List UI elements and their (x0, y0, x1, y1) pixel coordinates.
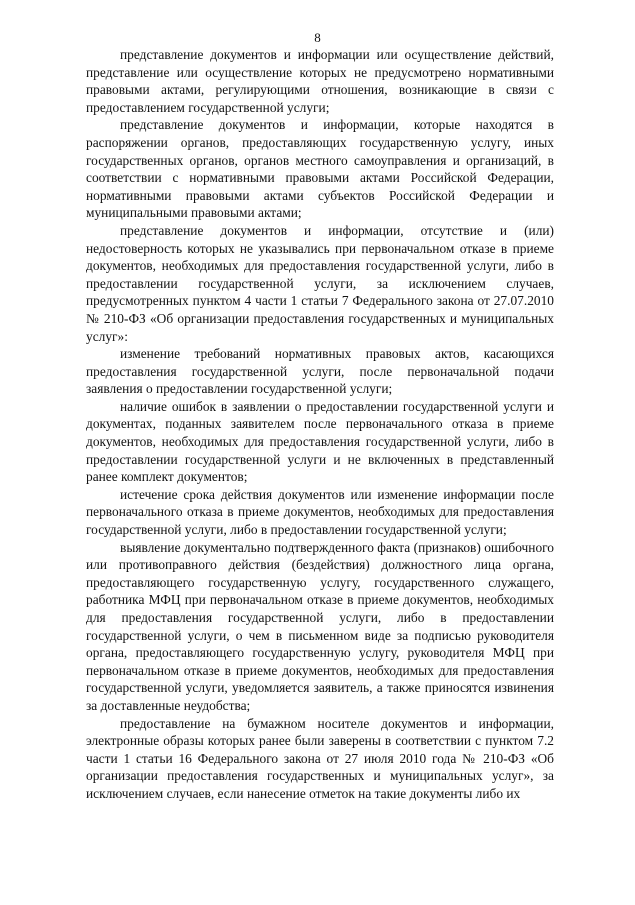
paragraph-6: истечение срока действия документов или изменение информации после первоначального отказа в приеме документов, необходимых для предоставления государственной услуги, либо в предоставлении государственной услуги; (86, 486, 554, 538)
paragraph-3: представление документов и информации, отсутствие и (или) недостоверность которых не указывались при первоначальном отказе в приеме документов, необходимых для предоставления государственной услуги, либо в предоставлении государственной услуги, за исключением случаев, предусмотренных пунктом 4 части 1 статьи 7 Федерального закона от 27.07.2010 № 210-ФЗ «Об организации предоставления государственных и муниципальных услуг»: (86, 222, 554, 344)
paragraph-4: изменение требований нормативных правовых актов, касающихся предоставления государственной услуги, после первоначальной подачи заявления о предоставлении государственной услуги; (86, 346, 554, 397)
paragraph-8: предоставление на бумажном носителе документов и информации, электронные образы которых ранее были заверены в соответствии с пунктом 7.2 части 1 статьи 16 Федерального закона от 27 июля 2010 года № 210-ФЗ «Об организации предоставления государственных и муниципальных услуг», за исключением случаев, если нанесение отметок на такие документы либо их (86, 715, 554, 801)
paragraph-2: представление документов и информации, которые находятся в распоряжении органов, предоставляющих государственную услугу, иных государственных органов, органов местного самоуправления и организаций, в соответствии с нормативными правовыми актами Российской Федерации, нормативными правовыми актами субъектов Российской Федерации и муниципальными правовыми актами; (86, 117, 554, 221)
page-number: 8 (314, 30, 321, 45)
document-body (86, 46, 554, 803)
paragraph-1: представление документов и информации или осуществление действий, представление или осуществление которых не предусмотрено нормативными правовыми актами, регулирующими отношения, возникающие в связи с предоставлением государственной услуги; (86, 47, 554, 115)
paragraph-5: наличие ошибок в заявлении о предоставлении государственной услуги и документах, поданных заявителем после первоначального отказа в приеме документов, необходимых для предоставления государственной услуги, либо в предоставлении государственной услуги и не включенных в представленный ранее комплект документов; (86, 398, 554, 485)
paragraph-7: выявление документально подтвержденного факта (признаков) ошибочного или противоправного действия (бездействия) должностного лица органа, предоставляющего государственную услугу, государственного служащего, работника МФЦ при первоначальном отказе в приеме документов, необходимых для предоставления государственной услуги, либо в предоставлении государственной услуги, о чем в письменном виде за подписью руководителя органа, предоставляющего государственную услугу, руководителя МФЦ при первоначальном отказе в приеме документов, необходимых для предоставления государственной услуги, уведомляется заявитель, а также приносятся извинения за доставленные неудобства; (86, 539, 554, 713)
